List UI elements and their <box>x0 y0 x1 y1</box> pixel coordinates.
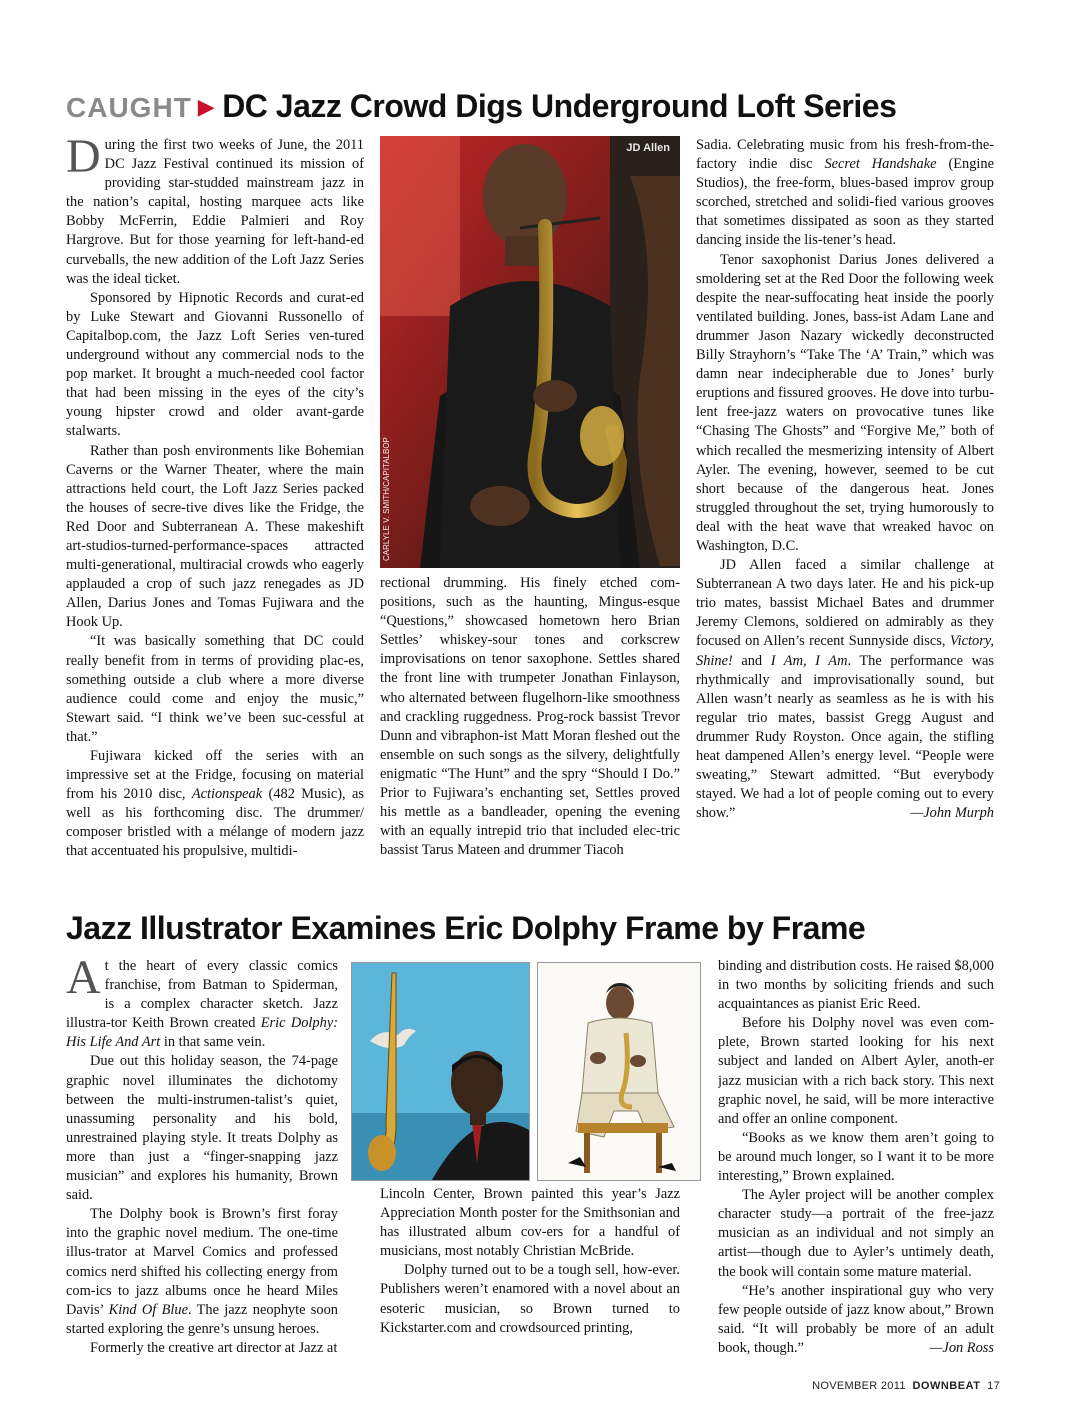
paragraph: binding and distribution costs. He raised $8,000 in two months by soliciting friends and such acquaintances as pianist Eric Reed. <box>718 958 994 1013</box>
seated-musician-sketch <box>538 963 700 1180</box>
seated-saxophonist-illustration <box>537 962 701 1181</box>
paragraph: Lincoln Center, Brown painted this year’s Jazz Appreciation Month poster for the Smithsonian and has illustrated album cov-ers for a handful of musicians, most notably Christian McBride. <box>380 1186 680 1260</box>
article2-headline: Jazz Illustrator Examines Eric Dolphy Frame by Frame <box>66 910 866 946</box>
paragraph: Before his Dolphy novel was even com-plete, Brown started looking for his next subject and landed on Albert Ayler, anoth-er jazz musician with a rich back story. This next graphic novel, he said, will be more interactive and offer an online component. <box>718 1015 994 1127</box>
jd-allen-photo <box>380 136 680 568</box>
issue-date: NOVEMBER 2011 <box>812 1380 906 1392</box>
saxophonist-photo-illustration <box>380 136 680 568</box>
photo-caption: JD Allen <box>626 142 670 154</box>
paragraph: Fujiwara kicked off the series with an impressive set at the Fridge, focusing on material from his 2010 disc, Actionspeak (482 Music), as well as his forthcoming disc. The drummer/ composer bristled with a mélange of modern jazz that accentuated his propulsive, multidi- <box>66 748 364 860</box>
article1-headline <box>66 88 896 125</box>
magazine-name: DOWNBEAT <box>912 1380 981 1392</box>
photo-credit: CARLYLE V. SMITH/CAPITALBOP <box>382 437 391 561</box>
paragraph: Sadia. Celebrating music from his fresh-from-the-factory indie disc Secret Handshake (Engine Studios), the free-form, blues-based improv group scorched, stretched and solidi-fied various grooves that sometimes dissipated as soon as they started dancing inside the lis-tener’s head. <box>696 137 994 249</box>
paragraph: Due out this holiday season, the 74-page graphic novel illuminates the dichotomy between the multi-instrumen-talist’s quiet, unassuming personality and his bold, unrestrained playing style. It treats Dolphy as more than just a “finger-snapping jazz musician” and explores his humanity, Brown said. <box>66 1053 338 1204</box>
paragraph: JD Allen faced a similar challenge at Subterranean A two days later. He and his pick-up trio mates, bassist Michael Bates and drummer Jeremy Clemons, soldiered on admirably as they focused on Allen’s recent Sunnyside discs, Victory, Shine! and I Am, I Am. The performance was rhythmically and improvisationally sound, but Allen wasn’t nearly as seamless as he is with his regular trio mates, bassist Gregg August and drummer Rudy Royston. Once again, the stifling heat dampened Allen’s energy level. “People were sweating,” Stewart admitted. “But everybody stayed. We had a lot of people coming out to every show.” —John Murph <box>696 556 994 823</box>
paragraph: The Ayler project will be another complex character study—a portrait of the free-jazz musician as an individual and not simply an artist—though due to Ayler’s untimely death, the book will contain some mature material. <box>718 1187 994 1280</box>
dolphy-illustration <box>351 962 530 1181</box>
author-signature: —Jon Ross <box>929 1339 994 1356</box>
page-number: 17 <box>987 1380 1000 1392</box>
article1-title: DC Jazz Crowd Digs Underground Loft Series <box>222 88 897 124</box>
paragraph: rectional drumming. His finely etched com-positions, such as the haunting, Mingus-esque “Questions,” showcased hometown hero Brian Settles’ whiskey-sour tones and corkscrew improvisations on tenor saxophone. Settles shared the front line with trumpeter Jonathan Finlayson, who alternated between flugelhorn-like smoothness and crackling ruggedness. Prog-rock bassist Trevor Dunn and vibraphon-ist Matt Moran fleshed out the ensemble on such songs as the silvery, delightfully enigmatic “The Hunt” and the spry “Should I Do.” Prior to Fujiwara’s enchanting set, Settles proved his mettle as a bandleader, opening the evening with an equally intrepid trio that included elec-tric bassist Tarus Mateen and drummer Tiacoh <box>380 575 680 859</box>
dolphy-saxophone-bird-illustration <box>352 963 529 1180</box>
article2-column-2 <box>380 1185 680 1357</box>
section-kicker: CAUGHT <box>66 92 192 123</box>
kicker-arrow-icon: ▶ <box>197 94 215 119</box>
paragraph: Tenor saxophonist Darius Jones delivered a smoldering set at the Red Door the following week despite the near-suffocating heat inside the poorly ventilated building. Jones, bass-ist Adam Lane and drummer Jason Nazary wickedly deconstructed Billy Strayhorn’s “Take The ‘A’ Train,” which was damn near indecipherable due to Jones’ burly eruptions and fissured grooves. He dove into turbu-lent free-jazz waters on provocative tunes like “Chasing The Ghosts” and “Forgive Me,” both of which recalled the mesmerizing intensity of Albert Ayler. The evening, however, seemed to be cut short because of the dangerous heat. Jones struggled throughout the set, trying humorously to deal with the heat wave that wreaked havoc on Washington, D.C. <box>696 251 994 554</box>
paragraph: “It was basically something that DC could really benefit from in terms of providing plac-es, something outside a club where a more diverse audience could come and enjoy the music,” Stewart said. “I think we’ve been suc-cessful at that.” <box>66 633 364 745</box>
paragraph: Formerly the creative art director at Jazz at <box>90 1339 338 1356</box>
paragraph: “Books as we know them aren’t going to be around much longer, so I want it to be more interesting,” Brown explained. <box>718 1129 994 1185</box>
page-footer <box>812 1380 1000 1392</box>
article1-column-3 <box>696 136 994 882</box>
article2-column-3 <box>718 957 994 1357</box>
paragraph: Rather than posh environments like Bohemian Caverns or the Warner Theater, where the main attractions held court, the Loft Jazz Series packed the houses of secre-tive dives like the Fridge, the Red Door and Subterranean A. These makeshift art-studios-turned-performance-spaces attracted multi-generational, multiracial crowds who eagerly applauded a crop of such jazz renegades as JD Allen, Darius Jones and Tomas Fujiwara and the Hook Up. <box>66 442 364 631</box>
drop-cap: A <box>66 957 101 1004</box>
article2-column-1 <box>66 957 338 1357</box>
paragraph: Dolphy turned out to be a tough sell, how-ever. Publishers weren’t enamored with a novel about an esoteric musician, so Brown turned to Kickstarter.com and crowdsourced printing, <box>380 1262 680 1336</box>
paragraph: At the heart of every classic comics franchise, from Batman to Spiderman, is a complex character sketch. Jazz illustra-tor Keith Brown created Eric Dolphy: His Life And Art in that same vein. <box>66 957 338 1051</box>
article1-column-1 <box>66 136 364 882</box>
drop-cap: D <box>66 136 101 183</box>
article1-column-2 <box>380 574 680 882</box>
paragraph: The Dolphy book is Brown’s first foray into the graphic novel medium. The one-time illus-trator at Marvel Comics and professed comics nerd shifted his collecting energy from com-ics to jazz albums once he heard Miles Davis’ Kind Of Blue. The jazz neophyte soon started exploring the genre’s unsung heroes. <box>66 1206 338 1337</box>
author-signature: —John Murph <box>910 805 994 822</box>
paragraph: “He’s another inspirational guy who very few people outside of jazz know about,” Brown said. “It will probably be more of an adult book, though.” —Jon Ross <box>718 1282 994 1357</box>
paragraph: Sponsored by Hipnotic Records and curat-ed by Luke Stewart and Giovanni Russonello of Capitalbop.com, the Jazz Loft Series ven-tured underground without any commercial nods to the pop market. It brought a much-needed cool factor that had been missing in the eyes of the city’s young hipster crowd and older avant-garde stalwarts. <box>66 289 364 440</box>
paragraph: During the first two weeks of June, the 2011 DC Jazz Festival continued its mission of providing star-studded mainstream jazz in the nation’s capital, hosting marquee acts like Bobby McFerrin, Eddie Palmieri and Roy Hargrove. But for those yearning for left-hand-ed curveballs, the new addition of the Loft Jazz Series was the ideal ticket. <box>66 136 364 287</box>
